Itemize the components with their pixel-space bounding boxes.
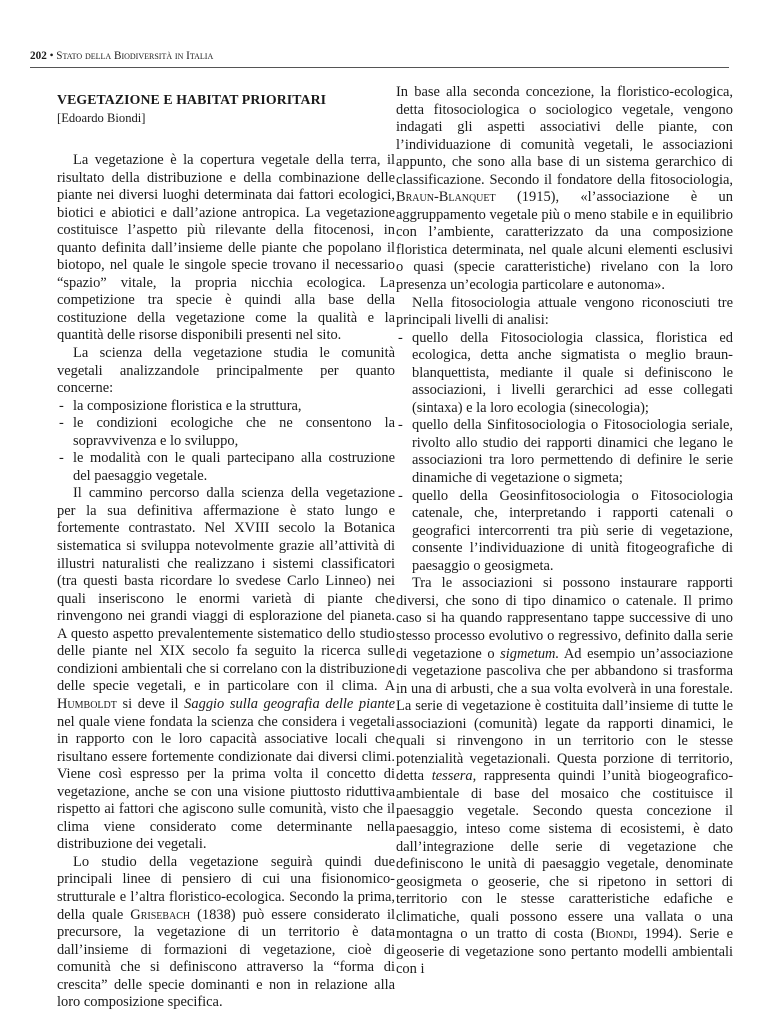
section-author: [Edoardo Biondi] [57,111,146,125]
text-run: Tra le associazioni si possono instaurare rapporti diversi, che sono di tipo dinamico o catenale. Il primo caso si ha quando rappresentano tappe successive di uno stesso processo evolutivo o regressivo, definito dalla serie di vegetazione o [396,575,733,662]
text-run: In base alla seconda concezione, la floristico-ecologica, detta fitosociologica o sociologico vegetale, vengono indagati gli aspetti associativi delle piante, con l’individuazione di comunità vegetali, le associazioni appunto, che sono alla base di un sistema gerarchico di classificazione. Secondo il fondatore della fitosociologia, [396,84,733,188]
right-column [396,84,733,979]
running-head [30,50,729,68]
paragraph [57,854,395,1012]
author-name: Braun-Blanquet [396,189,496,206]
paragraph: Nella fitosociologia attuale vengono riconosciuti tre principali livelli di analisi: [396,294,733,329]
dash-list [396,330,733,576]
section-title: VEGETAZIONE E HABITAT PRIORITARI [57,92,327,107]
paragraph [57,485,395,853]
text-run: Ad esempio un’associazione di vegetazione pascoliva che per abbandono si trasforma in una di arbusti, che a sua volta evolverà in una forestale. La serie di vegetazione è costituita dall’insieme di tutte le associazioni (comunità) legate da rapporti dinamici, le quali si rinvengono in un territorio con le stesse potenzialità vegetazionali. Questa porzione di territorio, detta [396,645,733,785]
text-run: , 1994). Serie e geoserie di vegetazione sono pertanto modelli ambientali con i [396,926,733,978]
list-item: - la composizione floristica e la struttura, [57,398,395,416]
running-title: Stato della Biodiversità in Italia [56,50,214,62]
author-name: Biondi [595,926,634,943]
paragraph [396,575,733,979]
text-run: si deve il [116,695,185,712]
text-run: Lo studio della vegetazione seguirà quindi due principali linee di pensiero di cui una fisionomico-strutturale e l’altra floristico-ecologica. Secondo la prima, della quale [57,853,395,923]
paragraph: La scienza della vegetazione studia le comunità vegetali analizzandole principalmente per quanto concerne: [57,345,395,397]
paragraph [396,84,733,295]
page-number: 202 [30,50,47,62]
list-item: - quello della Sinfitosociologia o Fitosociologia seriale, rivolto allo studio dei rapporti dinamici che legano le associazioni tra loro permettendo di definire le serie dinamiche di vegetazione o sigmeta; [396,417,733,487]
text-run: (1915), «l’associazione è un aggruppamento vegetale più o meno stabile e in equilibrio con l’ambiente, caratterizzato da una composizione floristica determinata, nel quale alcuni elementi esclusivi o quasi (specie caratteristiche) rivelano con la loro presenza un’ecologia particolare e autonoma». [396,189,733,294]
book-title: Saggio sulla geografia delle piante [184,695,395,712]
list-item: - quello della Fitosociologia classica, floristica ed ecologica, detta anche sigmatista o meglio braun-blanquettista, mediante il quale si definiscono le associazioni, i livelli gerarchici ad esse collegati (sintaxa) e la loro ecologia (sinecologia); [396,330,733,418]
text-run: rappresenta quindi l’unità biogeografico-ambientale di base del mosaico che costituisce il paesaggio vegetale. Secondo questa concezione il paesaggio, inteso come sistema di ecosistemi, è dato dall’integrazione delle serie di vegetazione che definiscono le unità di paesaggio vegetale, denominate geosigmeta o geoserie, che si ripetono in settori di territorio con le stesse caratteristiche edafiche e climatiche, quali possono essere una vallata o una montagna o un tratto di costa ( [396,768,734,943]
list-item: - le condizioni ecologiche che ne consentono la sopravvivenza e lo sviluppo, [57,415,395,450]
header-bullet: • [49,50,54,62]
dash-list [57,398,395,486]
italic-term: sigmetum. [500,645,560,662]
text-run: nel quale viene fondata la scienza che considera i vegetali in rapporto con le loro capacità associative locali che risultano essere fortemente condizionate dai diversi climi. Viene così espresso per la prima volta il concetto di vegetazione, anche se con una visione piuttosto riduttiva rispetto ai fattori che agiscono sulle comunità, visto che il clima viene considerato come determinante nella distribuzione dei vegetali. [57,713,395,853]
text-run: (1838) può essere considerato il precursore, la vegetazione di un territorio è data dall’insieme di formazioni di vegetazione, cioè di comunità che si definiscono attraverso la “forma di crescita” delle specie dominanti e non in relazione alla loro composizione specifica. [57,906,395,1011]
list-item: - le modalità con le quali partecipano alla costruzione del paesaggio vegetale. [57,450,395,485]
italic-term: tessera, [431,768,477,785]
left-column [57,84,395,1012]
list-item: - quello della Geosinfitosociologia o Fitosociologia catenale, che, interpretando i rapporti catenali o geografici intercorrenti tra più serie di vegetazione, consente l’individuazione di unità fitogeografiche di paesaggio o geosigmeta. [396,488,733,576]
paragraph: La vegetazione è la copertura vegetale della terra, il risultato della distribuzione e della combinazione delle piante nei diversi luoghi determinata dai fattori ecologici, biotici e abiotici e dall’azione antropica. La vegetazione costituisce l’aspetto più rilevante della fitocenosi, in quanto definita dall’insieme delle piante che popolano il biotopo, nel quale le singole specie trovano il necessario “spazio” vitale, la propria nicchia ecologica. La competizione tra specie è quindi alla base della costituzione della vegetazione come la qualità e la quantità delle risorse disponibili presenti nel sito. [57,152,395,344]
author-name: Grisebach [130,906,191,923]
author-name: Humboldt [57,695,117,712]
text-run: Il cammino percorso dalla scienza della vegetazione per la sua definitiva affermazione è stato lungo e fortemente contrastato. Nel XVIII secolo la Botanica sistematica si sviluppa notevolmente grazie all’attività di illustri naturalisti che realizzano i sistemi classificatori (tra questi basta ricordare lo svedese Carlo Linneo) nei quali inseriscono le enormi varietà di piante che rinvengono nei grandi viaggi di esplorazione del pianeta. A questo aspetto prevalentemente sistematico dello studio delle piante nel XIX secolo fa seguito la ricerca sulle condizioni ambientali che si correlano con la distribuzione delle specie vegetali, e in particolare con il clima. A [57,485,395,695]
